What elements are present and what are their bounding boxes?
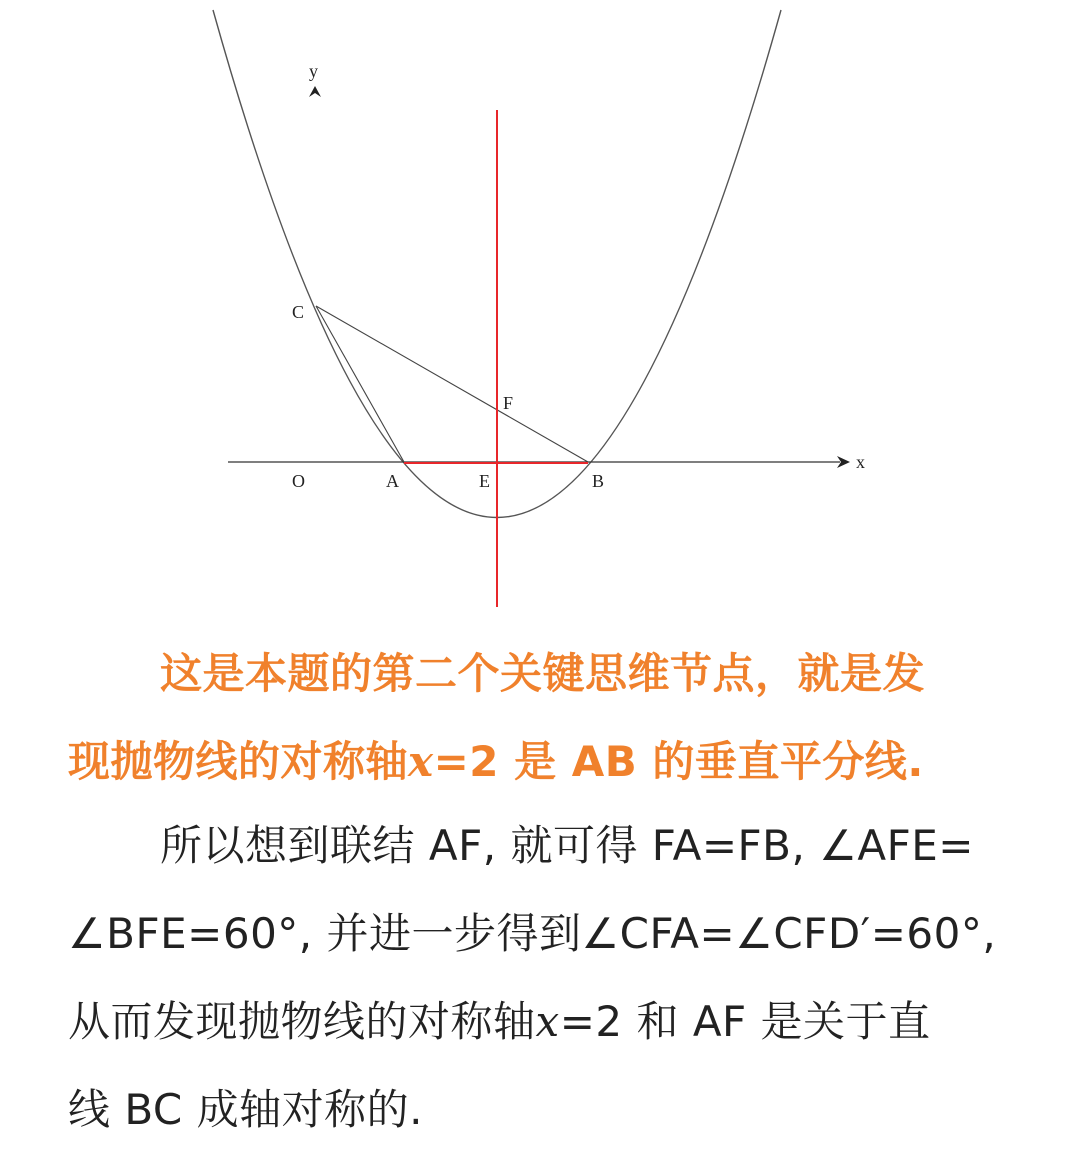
segment-CA bbox=[316, 306, 404, 462]
segment-CB bbox=[316, 306, 588, 462]
highlight-line-2-variable: x bbox=[408, 737, 434, 786]
label-x: x bbox=[856, 452, 865, 472]
body-line-1: 所以想到联结 AF, 就可得 FA=FB, ∠AFE= bbox=[160, 821, 974, 870]
body-line-3 bbox=[68, 978, 1028, 1066]
explanation-paragraph bbox=[68, 802, 1028, 1154]
highlight-line-2 bbox=[68, 718, 1028, 806]
label-y: y bbox=[309, 61, 318, 81]
highlight-paragraph bbox=[68, 630, 1028, 806]
body-line-3-variable: x bbox=[535, 997, 560, 1046]
y-axis-arrow bbox=[309, 86, 321, 97]
label-E: E bbox=[479, 471, 490, 491]
body-line-2: ∠BFE=60°, 并进一步得到∠CFA=∠CFD′=60°, bbox=[68, 909, 997, 958]
label-A: A bbox=[386, 471, 399, 491]
highlight-line-2-end: =2 是 AB 的垂直平分线. bbox=[433, 737, 924, 786]
highlight-line-2-start: 现抛物线的对称轴 bbox=[68, 737, 409, 786]
label-F: F bbox=[503, 393, 514, 413]
body-line-3-start: 从而发现抛物线的对称轴 bbox=[68, 997, 536, 1046]
label-B: B bbox=[592, 471, 605, 491]
highlight-line-1: 这是本题的第二个关键思维节点，就是发 bbox=[160, 649, 926, 698]
body-line-4: 线 BC 成轴对称的. bbox=[68, 1085, 423, 1134]
label-O: O bbox=[292, 471, 305, 491]
body-line-3-end: =2 和 AF 是关于直 bbox=[559, 997, 931, 1046]
label-C: C bbox=[292, 302, 305, 322]
